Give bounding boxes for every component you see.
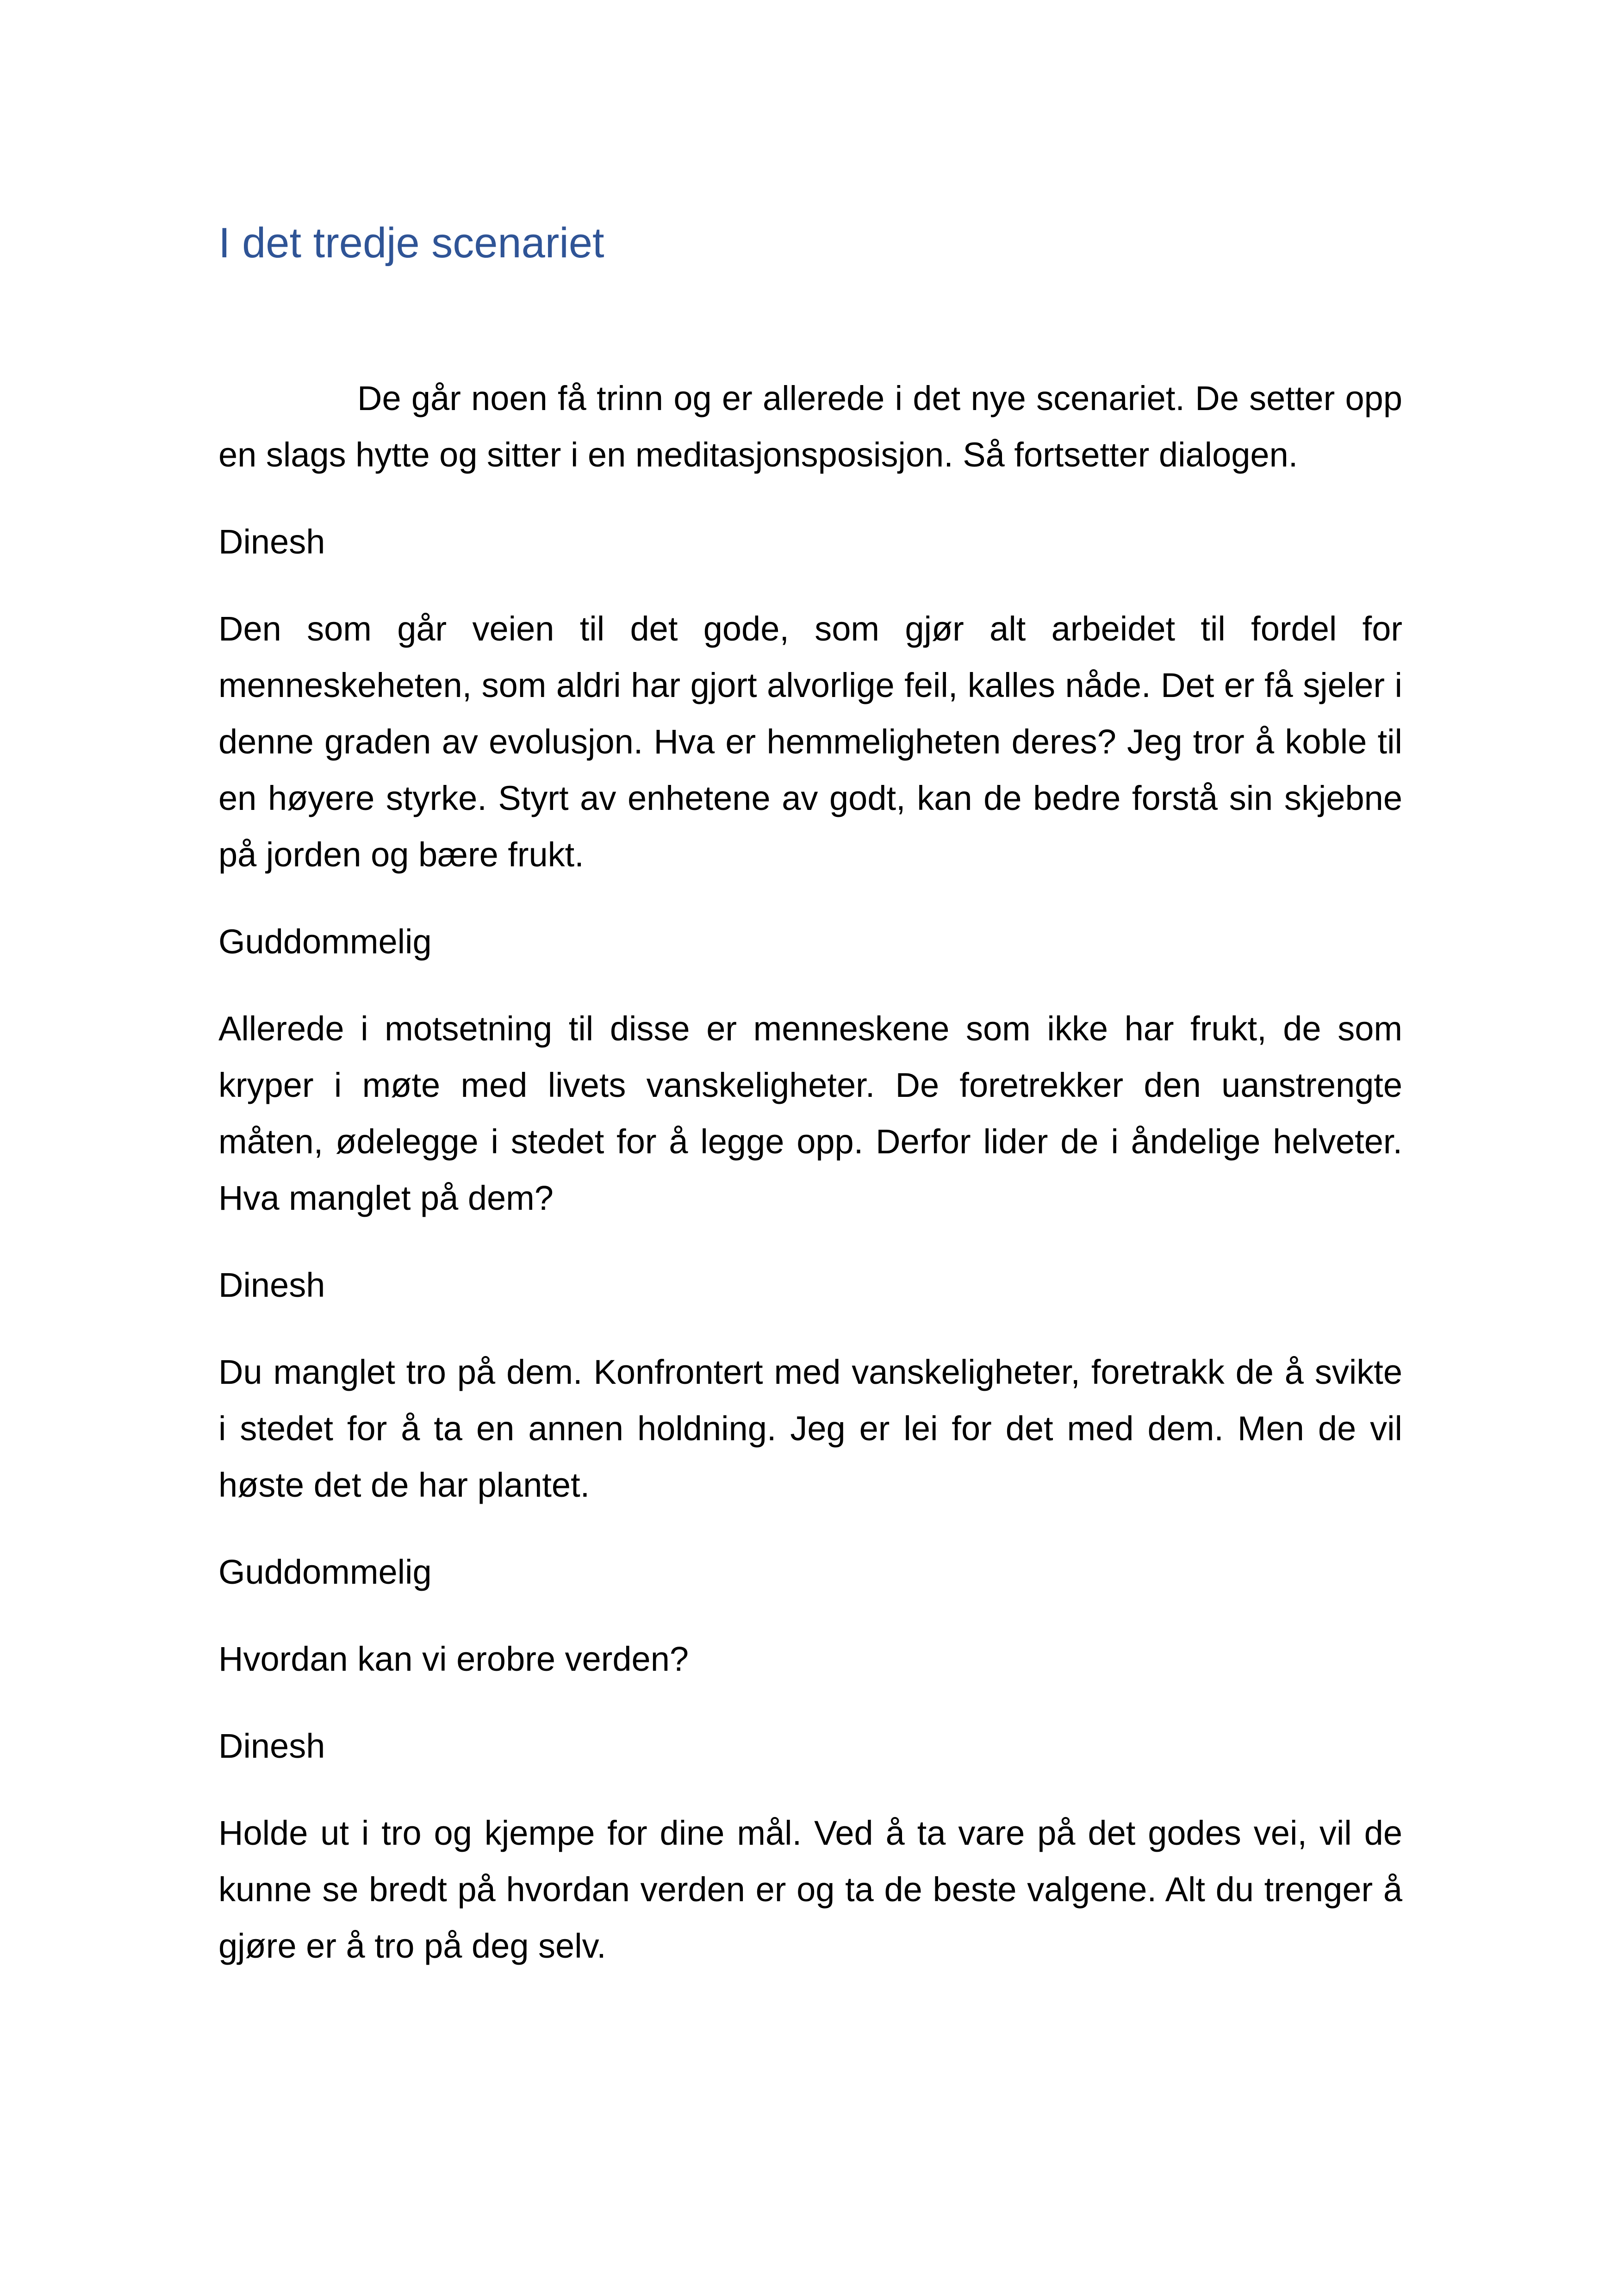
speech-paragraph: Allerede i motsetning til disse er menneskene som ikke har frukt, de som kryper i møte med livets vanskeligheter. De foretrekker den uanstrengte måten, ødelegge i stedet for å legge opp. Derfor lider de i åndelige helveter. Hva manglet på dem? <box>218 1009 1402 1217</box>
speaker-name: Guddommelig <box>218 1553 432 1591</box>
speech-paragraph: Den som går veien til det gode, som gjør alt arbeidet til fordel for menneskeheten, som aldri har gjort alvorlige feil, kalles nåde. Det er få sjeler i denne graden av evolusjon. Hva er hemmeligheten deres? Jeg tror å koble til en høyere styrke. Styrt av enhetene av godt, kan de bedre forstå sin skjebne på jorden og bære frukt. <box>218 610 1402 874</box>
speech-paragraph: Holde ut i tro og kjempe for dine mål. Ved å ta vare på det godes vei, vil de kunne se bredt på hvordan verden er og ta de beste valgene. Alt du trenger å gjøre er å tro på deg selv. <box>218 1814 1402 1965</box>
speaker-name: Dinesh <box>218 523 325 561</box>
speaker-name: Dinesh <box>218 1266 325 1304</box>
narration-paragraph: De går noen få trinn og er allerede i det nye scenariet. De setter opp en slags hytte og sitter i en meditasjonsposisjon. Så fortsetter dialogen. <box>218 379 1402 474</box>
speech-paragraph: Hvordan kan vi erobre verden? <box>218 1640 689 1678</box>
document-body <box>218 370 1402 2005</box>
speaker-name: Dinesh <box>218 1727 325 1765</box>
speaker-name: Guddommelig <box>218 922 432 961</box>
speech-paragraph: Du manglet tro på dem. Konfrontert med vanskeligheter, foretrakk de å svikte i stedet for å ta en annen holdning. Jeg er lei for det med dem. Men de vil høste det de har plantet. <box>218 1353 1402 1504</box>
page-title: I det tredje scenariet <box>218 219 604 267</box>
